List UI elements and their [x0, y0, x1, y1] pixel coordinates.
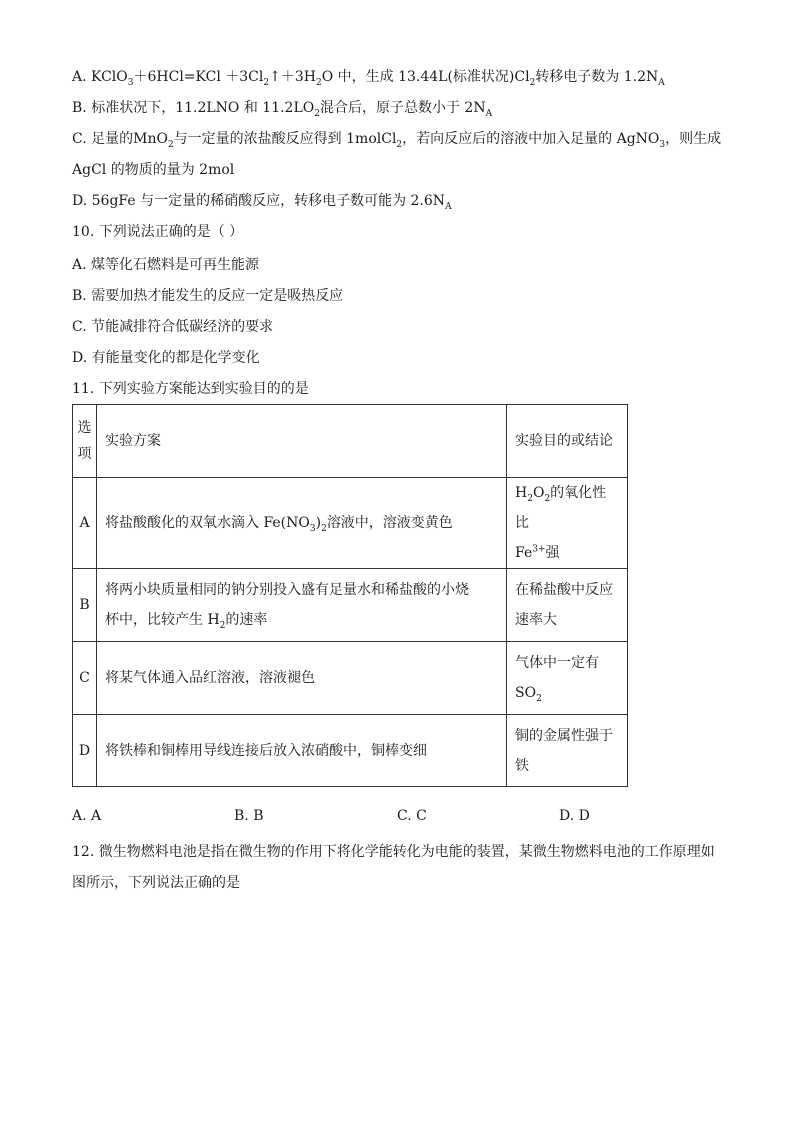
option-cell-d: D — [73, 715, 97, 787]
result-cell-c: 气体中一定有 $SO_2$ — [507, 642, 628, 715]
q11-answer-c: C. C — [397, 808, 427, 824]
q11-table — [72, 404, 628, 787]
q10-option-d: D. 有能量变化的都是化学变化 — [72, 350, 260, 366]
q12-stem: 12. 微生物燃料电池是指在微生物的作用下将化学能转化为电能的装置，某微生物燃料电池的工作原理如 — [72, 844, 715, 860]
q10-option-b: B. 需要加热才能发生的反应一定是吸热反应 — [72, 288, 344, 304]
q9-option-d: D. 56gFe 与一定量的稀硝酸反应，转移电子数可能为 $2.6N_A$ — [72, 193, 452, 212]
option-cell-a: A — [73, 478, 97, 569]
option-cell-b: B — [73, 569, 97, 642]
q9-option-b: B. 标准状况下，11.2LNO 和 $11.2LO_2$混合后，原子总数小于 $2N_A$ — [72, 100, 493, 119]
q9-option-c: C. 足量的MnO$_2$与一定量的浓盐酸反应得到 1molCl$_2$，若向反应后的溶液中加入足量的 AgNO$_3$，则生成 — [72, 131, 722, 150]
q10-option-c: C. 节能减排符合低碳经济的要求 — [72, 319, 274, 335]
q9-option-a: A. KClO$_3$＋6HCl=KCl $+3Cl_2↑+3H_2O$ 中，生成 13.44L(标准状况)$Cl_2$转移电子数为 $1.2N_A$ — [72, 69, 665, 88]
table-row — [73, 715, 628, 787]
result-cell-a: $H_2O_2$的氧化性比 $Fe^{3+}$强 — [507, 478, 628, 569]
plan-cell-c: 将某气体通入品红溶液，溶液褪色 — [97, 642, 507, 715]
plan-cell-a: 将盐酸酸化的双氧水滴入 $Fe(NO_3)_2$溶液中，溶液变黄色 — [97, 478, 507, 569]
table-row — [73, 642, 628, 715]
header-option-cell: 选 项 — [73, 405, 97, 478]
result-cell-d: 铜的金属性强于 铁 — [507, 715, 628, 787]
table-row — [73, 569, 628, 642]
q11-answer-options — [72, 808, 672, 830]
table-header-row — [73, 405, 628, 478]
q10-option-a: A. 煤等化石燃料是可再生能源 — [72, 257, 260, 273]
result-cell-b: 在稀盐酸中反应 速率大 — [507, 569, 628, 642]
plan-cell-d: 将铁棒和铜棒用导线连接后放入浓硝酸中，铜棒变细 — [97, 715, 507, 787]
q9-option-c-line2: AgCl 的物质的量为 2mol — [72, 162, 235, 178]
q11-stem: 11. 下列实验方案能达到实验目的的是 — [72, 381, 309, 397]
option-cell-c: C — [73, 642, 97, 715]
q11-answer-a: A. A — [72, 808, 102, 824]
table-row — [73, 478, 628, 569]
q12-stem-line2: 图所示，下列说法正确的是 — [72, 875, 240, 891]
plan-cell-b: 将两小块质量相同的钠分别投入盛有足量水和稀盐酸的小烧 杯中，比较产生 $H_2$的速率 — [97, 569, 507, 642]
header-plan-cell: 实验方案 — [97, 405, 507, 478]
header-result-cell: 实验目的或结论 — [507, 405, 628, 478]
q11-answer-d: D. D — [559, 808, 590, 824]
q10-stem: 10. 下列说法正确的是（ ） — [72, 224, 244, 240]
q11-answer-b: B. B — [234, 808, 264, 824]
